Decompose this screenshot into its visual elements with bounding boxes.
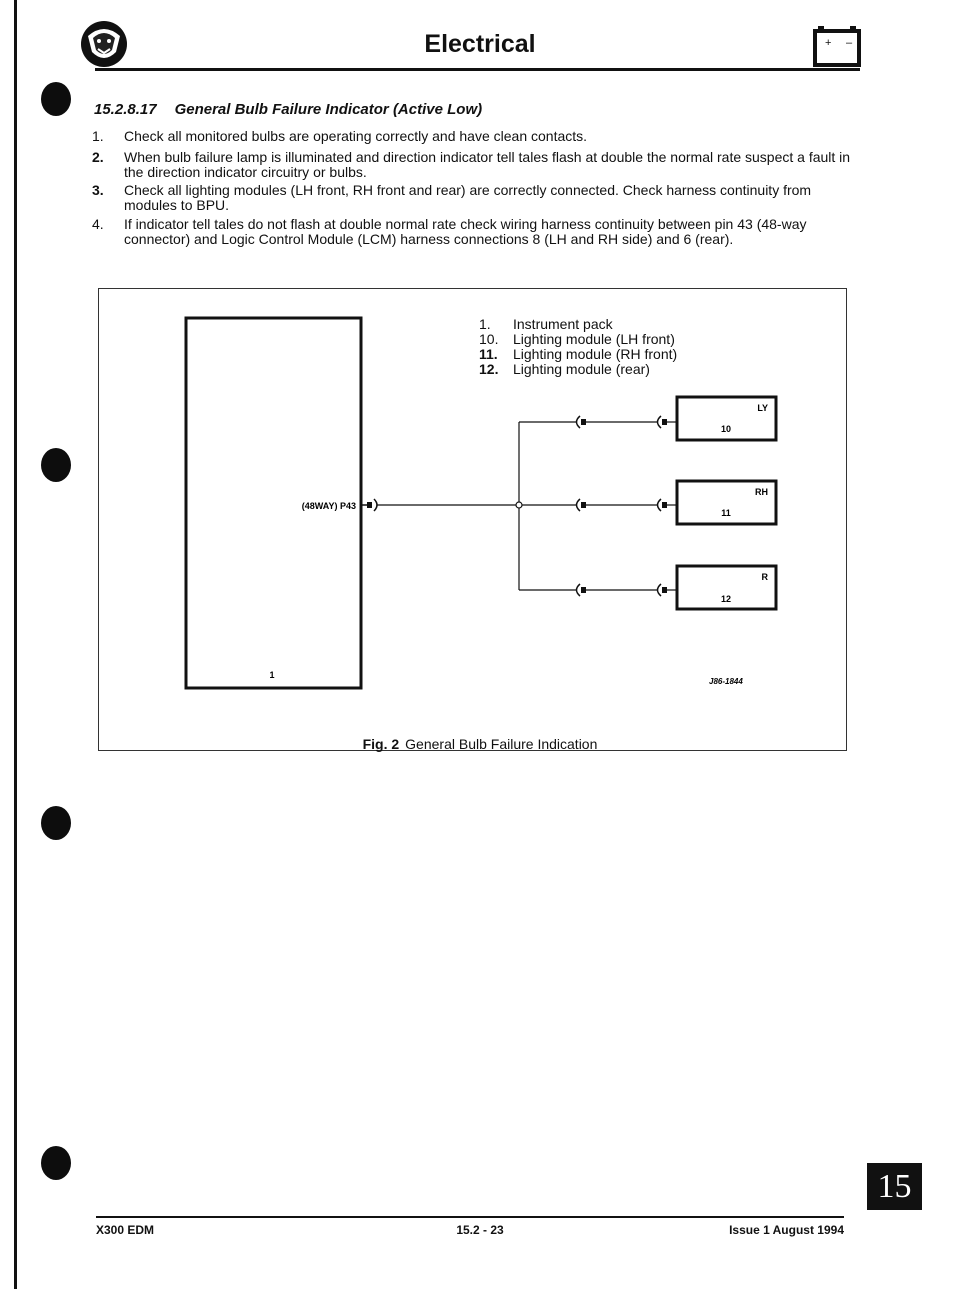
legend-label: Lighting module (rear) bbox=[513, 361, 650, 377]
footer-rule bbox=[96, 1216, 844, 1218]
caption-text: General Bulb Failure Indication bbox=[405, 736, 598, 752]
module-code-label: LY bbox=[757, 403, 768, 413]
punch-hole bbox=[41, 806, 71, 840]
section-tab: 15 bbox=[867, 1163, 922, 1210]
module-number-label: 10 bbox=[720, 424, 732, 434]
footer-doc-code: X300 EDM bbox=[96, 1223, 155, 1237]
module-code-label: R bbox=[761, 572, 768, 582]
legend-number: 1. bbox=[479, 316, 491, 332]
step-number: 2. bbox=[92, 149, 104, 165]
module-connector bbox=[658, 499, 678, 511]
punch-hole bbox=[41, 1146, 71, 1180]
pin-label: (48WAY) P43 bbox=[301, 501, 356, 511]
step-text: If indicator tell tales do not flash at double normal rate check wiring harness continuity between pin 43 (48-way connector) and Logic Control Module (LCM) harness connections 8 (LH and RH side) and 6 (rear). bbox=[124, 216, 807, 247]
module-number-label: 12 bbox=[720, 594, 732, 604]
section-number: 15.2.8.17 bbox=[94, 101, 157, 118]
step-text: When bulb failure lamp is illuminated and direction indicator tell tales flash at double the normal rate suspect a fault in the direction indicator circuitry or bulbs. bbox=[124, 149, 851, 180]
inline-connector bbox=[577, 584, 658, 596]
module-number-label: 11 bbox=[721, 508, 731, 518]
footer-issue-date: Issue 1 August 1994 bbox=[729, 1223, 844, 1237]
step-number: 4. bbox=[92, 216, 104, 232]
connector-pin43 bbox=[361, 499, 377, 511]
svg-text:–: – bbox=[846, 37, 853, 49]
caption-fig-number: Fig. 2 bbox=[362, 736, 400, 752]
legend-label: Lighting module (RH front) bbox=[513, 346, 678, 362]
svg-text:+: + bbox=[825, 37, 832, 49]
legend-number: 11. bbox=[479, 346, 498, 362]
legend-label: Lighting module (LH front) bbox=[513, 331, 675, 347]
legend-number: 10. bbox=[479, 331, 499, 347]
step-number: 3. bbox=[92, 182, 104, 198]
module-code-label: RH bbox=[755, 487, 768, 497]
step-text: Check all lighting modules (LH front, RH front and rear) are correctly connected. Check harness continuity from modules to BPU. bbox=[124, 182, 812, 213]
figure-reference: J86-1844 bbox=[709, 677, 743, 686]
inline-connector bbox=[577, 416, 658, 428]
splice-node bbox=[516, 502, 522, 508]
section-title: General Bulb Failure Indicator (Active Low) bbox=[174, 101, 483, 118]
legend-label: Instrument pack bbox=[513, 316, 613, 332]
footer-page-number: 15.2 - 23 bbox=[456, 1223, 504, 1237]
module-connector bbox=[658, 416, 678, 428]
figure-caption bbox=[0, 736, 960, 752]
inline-connector bbox=[577, 499, 658, 511]
legend-number: 12. bbox=[479, 361, 499, 377]
pack-label: 1 bbox=[269, 670, 275, 680]
header-title: Electrical bbox=[424, 30, 536, 58]
module-connector bbox=[658, 584, 678, 596]
step-number: 1. bbox=[92, 128, 104, 144]
step-text: Check all monitored bulbs are operating correctly and have clean contacts. bbox=[124, 128, 588, 144]
